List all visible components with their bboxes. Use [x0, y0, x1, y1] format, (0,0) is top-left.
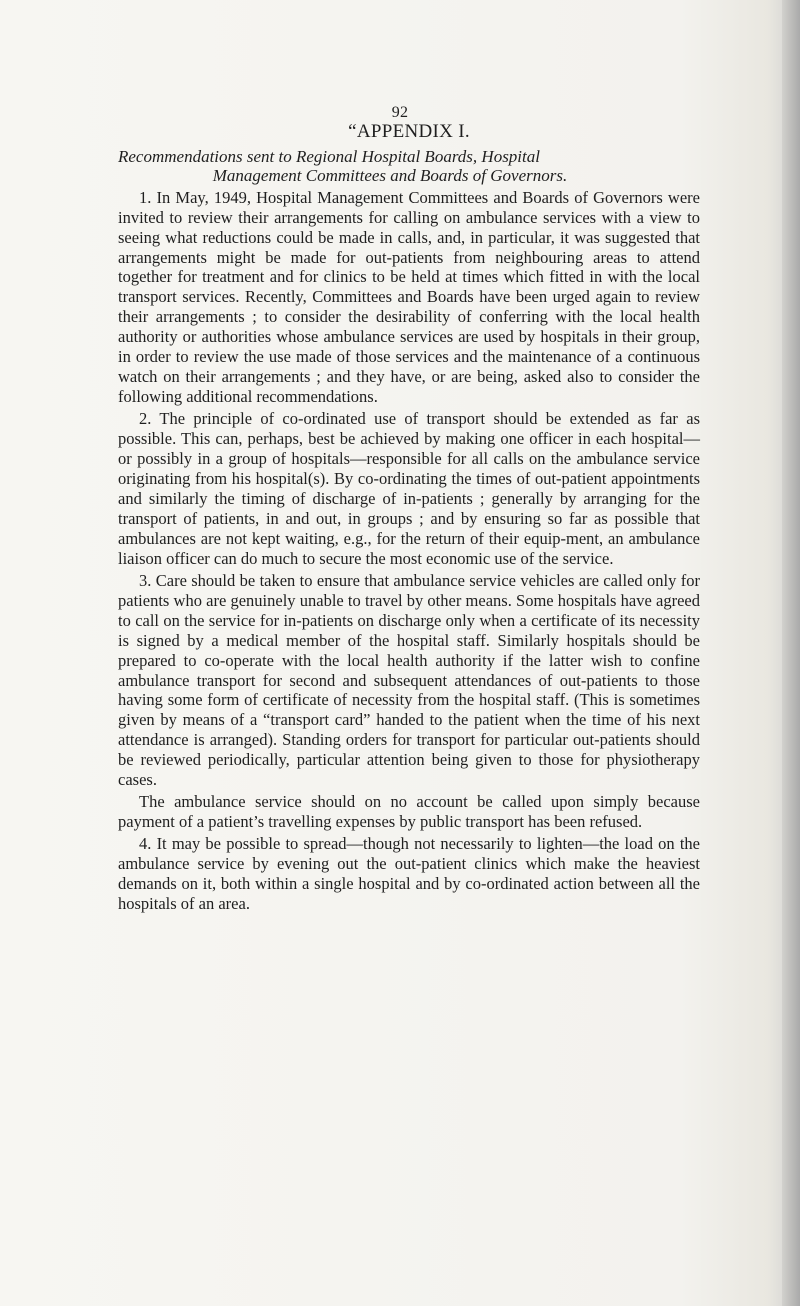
- paragraph-3: 3. Care should be taken to ensure that ambulance service vehicles are called only for patients who are genuinely unable to travel by other means. Some hospitals have agreed to call on the service for in-patients on discharge only when a certificate of its necessity is signed by a medical member of the hospital staff. Similarly hospitals should be prepared to co-operate with the local health authority if the latter wish to confine ambulance transport for second and subsequent attendances of out-patients to those having some form of certificate of necessity from the hospital staff. (This is sometimes given by means of a “transport card” handed to the patient when the time of his next attendance is arranged). Standing orders for transport for particular out-patients should be reviewed periodically, particular attention being given to those for physiotherapy cases.: [118, 570, 700, 790]
- appendix-title: “APPENDIX I.: [348, 121, 470, 142]
- paragraph-3-continued: The ambulance service should on no account be called upon simply because payment of a patient’s travelling expenses by public transport has been refused.: [118, 792, 700, 832]
- appendix-subtitle: [118, 147, 700, 186]
- document-body: [118, 122, 700, 914]
- subtitle-line-2: Management Committees and Boards of Governors.: [212, 166, 568, 186]
- subtitle-line-1: Recommendations sent to Regional Hospital Boards, Hospital: [118, 146, 540, 166]
- paragraph-2: 2. The principle of co-ordinated use of transport should be extended as far as possible. This can, perhaps, best be achieved by making one officer in each hospital—or possibly in a group of hospitals—responsible for all calls on the ambulance service originating from his hospital(s). By co-ordinating the times of out-patient appointments and similarly the timing of discharge of in-patients ; generally by arranging for the transport of patients, in and out, in groups ; and by ensuring so far as possible that ambulances are not kept waiting, e.g., for the return of their equip-ment, an ambulance liaison officer can do much to secure the most economic use of the service.: [118, 409, 700, 568]
- paragraph-1: 1. In May, 1949, Hospital Management Committees and Boards of Governors were invited to review their arrangements for calling on ambulance services with a view to seeing what reductions could be made in calls, and, in particular, it was suggested that arrangements might be made for out-patients from neighbouring areas to attend together for treatment and for clinics to be held at times which fitted in with the local transport services. Recently, Committees and Boards have been urged again to review their arrangements ; to consider the desirability of conferring with the local health authority or authorities whose ambulance services are used by hospitals in their group, in order to review the use made of those services and the maintenance of a continuous watch on their arrangements ; and they have, or are being, asked also to consider the following additional recommendations.: [118, 187, 700, 407]
- page-number: 92: [391, 104, 409, 121]
- paragraph-4: 4. It may be possible to spread—though not necessarily to lighten—the load on the ambulance service by evening out the out-patient clinics which make the heaviest demands on it, both within a single hospital and by co-ordinated action between all the hospitals of an area.: [118, 834, 700, 913]
- page-edge-shadow: [782, 0, 800, 1306]
